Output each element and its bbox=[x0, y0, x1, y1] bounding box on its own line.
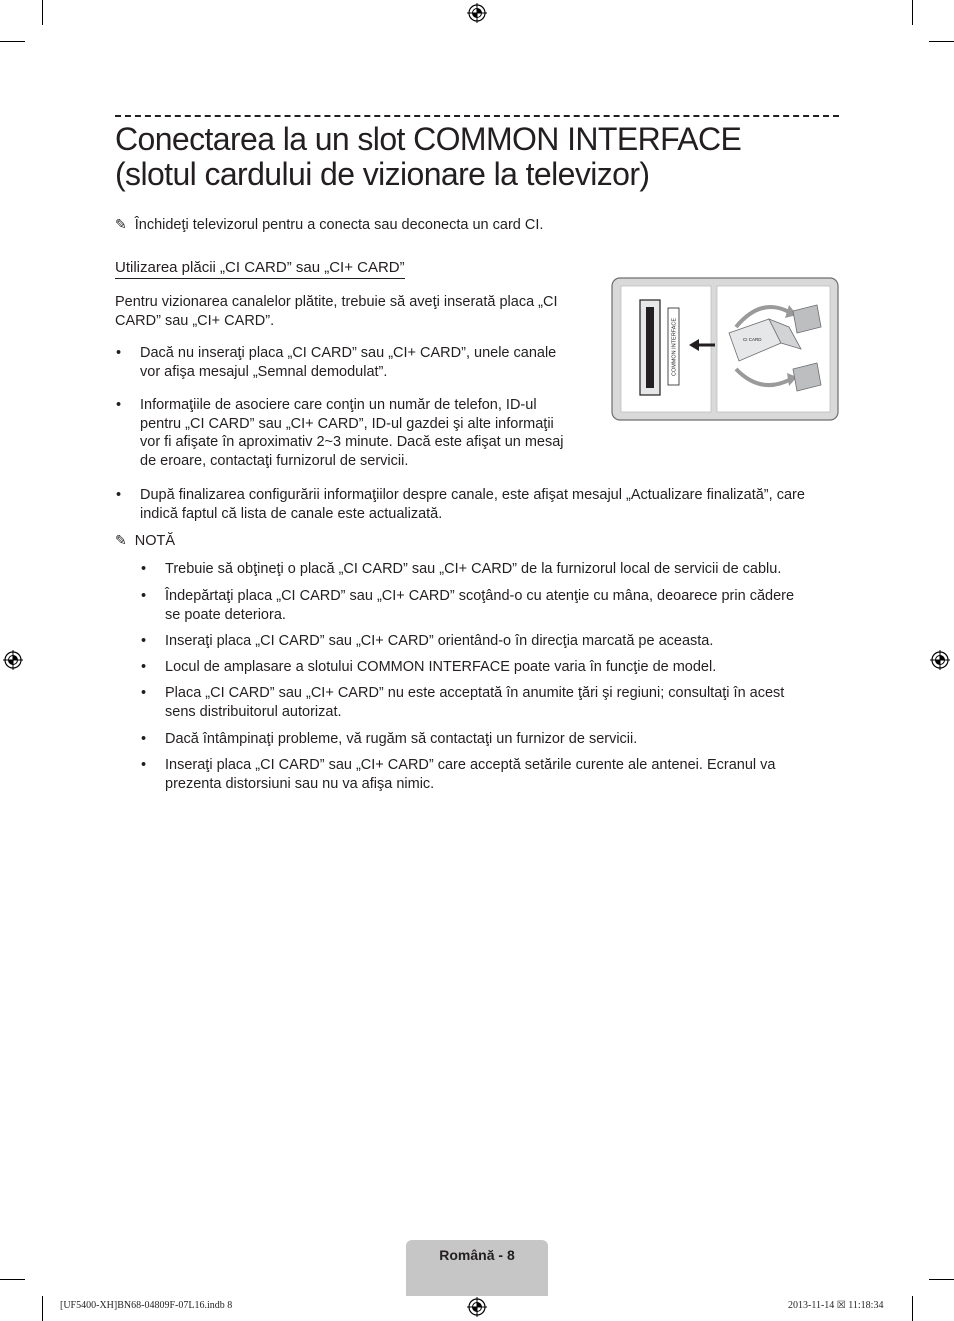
bullet-dot: • bbox=[116, 345, 122, 361]
bullet-dot: • bbox=[141, 561, 147, 577]
section-intro bbox=[115, 293, 558, 330]
bullet-dot: • bbox=[116, 397, 122, 413]
note-text bbox=[165, 730, 637, 749]
bullet-text bbox=[140, 396, 564, 470]
note-line: Placa „CI CARD” sau „CI+ CARD” nu este acceptată în anumite ţări şi regiuni; consultaţi în acest bbox=[165, 685, 785, 701]
note-line: Îndepărtaţi placa „CI CARD” sau „CI+ CARD” scoţând-o cu atenţie cu mâna, deoarece prin cădere bbox=[165, 588, 795, 604]
note-text bbox=[165, 560, 781, 579]
note-text bbox=[165, 632, 713, 651]
note-line: Inseraţi placa „CI CARD” sau „CI+ CARD” care acceptă setările curente ale antenei. Ecranul va bbox=[165, 757, 776, 773]
bullet-text bbox=[140, 486, 805, 523]
crop-mark bbox=[0, 41, 25, 42]
intro-note-text: Închideţi televizorul pentru a conecta sau deconecta un card CI. bbox=[134, 217, 544, 233]
crop-mark bbox=[929, 41, 954, 42]
print-file-info: [UF5400-XH]BN68-04809F-07L16.indb 8 bbox=[60, 1300, 233, 1311]
bullet-dot: • bbox=[141, 731, 147, 747]
note-line: Locul de amplasare a slotului COMMON INTERFACE poate varia în funcţie de model. bbox=[165, 659, 717, 675]
bullet-line: Informaţiile de asociere care conţin un număr de telefon, ID-ul bbox=[140, 397, 537, 413]
note-line: Trebuie să obţineţi o placă „CI CARD” sau „CI+ CARD” de la furnizorul local de servicii de cablu. bbox=[165, 561, 782, 577]
bullet-dot: • bbox=[141, 685, 147, 701]
page-title-line-2: (slotul cardului de vizionare la televizor) bbox=[115, 156, 650, 192]
bullet-dot: • bbox=[141, 633, 147, 649]
crop-mark bbox=[912, 1296, 913, 1321]
note-text bbox=[165, 587, 794, 624]
bullet-line: de eroare, contactaţi furnizorul de servicii. bbox=[140, 452, 409, 469]
registration-mark-icon bbox=[467, 3, 487, 23]
note-label: NOTĂ bbox=[134, 533, 176, 549]
note-line: Dacă întâmpinaţi probleme, vă rugăm să contactaţi un furnizor de servicii. bbox=[165, 731, 638, 747]
crop-mark bbox=[0, 1279, 25, 1280]
bullet-line: indică faptul că lista de canale este actualizată. bbox=[140, 505, 443, 522]
bullet-line: vor fi afişate în aproximativ 2~3 minute. Dacă este afişat un mesaj bbox=[140, 434, 564, 450]
bullet-dot: • bbox=[141, 757, 147, 773]
page-title-line-1: Conectarea la un slot COMMON INTERFACE bbox=[115, 121, 742, 157]
section-heading: Utilizarea plăcii „CI CARD” sau „CI+ CARD” bbox=[115, 259, 405, 279]
crop-mark bbox=[912, 0, 913, 25]
note-text bbox=[165, 756, 775, 793]
page-title bbox=[115, 122, 855, 192]
section-intro-line: CARD” sau „CI+ CARD”. bbox=[115, 312, 275, 329]
print-datetime-info: 2013-11-14 ☒ 11:18:34 bbox=[788, 1300, 884, 1311]
card-label: CI CARD bbox=[743, 337, 762, 342]
bullet-dot: • bbox=[116, 487, 122, 503]
section-intro-line: Pentru vizionarea canalelor plătite, trebuie să aveţi inserată placa „CI bbox=[115, 294, 558, 310]
note-line: prezenta distorsiuni sau nu va afişa nimic. bbox=[165, 775, 435, 792]
note-text bbox=[165, 658, 716, 677]
note-line: se poate deteriora. bbox=[165, 606, 286, 623]
note-heading bbox=[115, 532, 175, 550]
title-divider bbox=[115, 115, 839, 117]
note-text bbox=[165, 684, 784, 721]
note-line: sens distribuitorul autorizat. bbox=[165, 703, 342, 720]
page-number-label: Română - 8 bbox=[439, 1247, 515, 1263]
ci-card-illustration bbox=[611, 277, 839, 421]
crop-mark bbox=[929, 1279, 954, 1280]
bullet-line: După finalizarea configurării informaţiilor despre canale, este afişat mesajul „Actualizare finalizată”, care bbox=[140, 487, 805, 503]
note-line: Inseraţi placa „CI CARD” sau „CI+ CARD” orientând-o în direcţia marcată pe aceasta. bbox=[165, 633, 714, 649]
page-number-tab bbox=[406, 1240, 548, 1296]
registration-mark-icon bbox=[930, 650, 950, 670]
crop-mark bbox=[42, 0, 43, 25]
crop-mark bbox=[42, 1296, 43, 1321]
slot-label: COMMON INTERFACE bbox=[671, 317, 678, 377]
bullet-line: Dacă nu inseraţi placa „CI CARD” sau „CI+ CARD”, unele canale bbox=[140, 345, 557, 361]
bullet-dot: • bbox=[141, 588, 147, 604]
registration-mark-icon bbox=[467, 1297, 487, 1317]
registration-mark-icon bbox=[3, 650, 23, 670]
pencil-note-icon: ✎ bbox=[115, 533, 127, 549]
bullet-text bbox=[140, 344, 556, 381]
bullet-dot: • bbox=[141, 659, 147, 675]
bullet-line: pentru „CI CARD” sau „CI+ CARD”, ID-ul gazdei şi alte informaţii bbox=[140, 415, 554, 432]
intro-note bbox=[115, 216, 543, 234]
bullet-line: vor afişa mesajul „Semnal demodulat”. bbox=[140, 363, 388, 380]
pencil-note-icon: ✎ bbox=[115, 217, 127, 233]
